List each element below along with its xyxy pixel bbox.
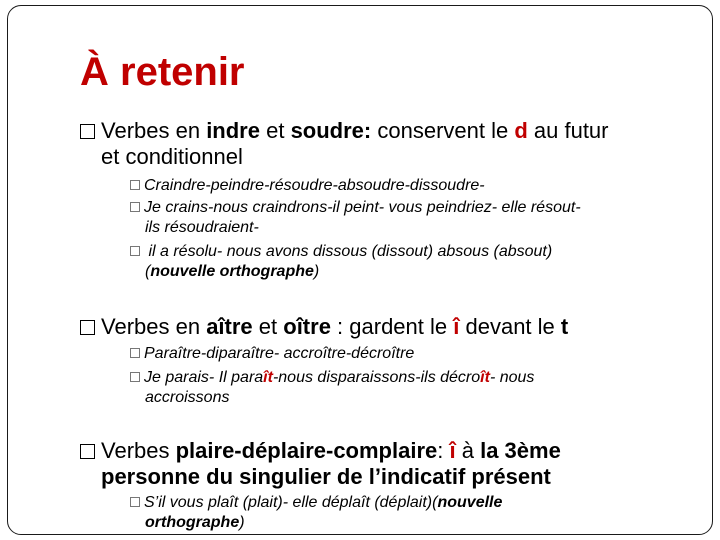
sub-bullet-icon: [130, 180, 140, 190]
sub-bullet-aitre-conjugations: Je parais- Il paraît-nous disparaissons-ils décroît- nous accroissons: [130, 368, 670, 408]
checkbox-bullet-icon: [80, 124, 95, 139]
bullet-indre-soudre: Verbes en indre et soudre: conservent le d au futur et conditionnel: [80, 118, 609, 170]
sub-bullet-aitre-infinitives: Paraître-diparaître- accroître-décroître: [130, 344, 670, 364]
bullet-aitre-oitre: Verbes en aître et oître : gardent le î devant le t: [80, 314, 568, 340]
sub-bullet-conjugations: Je crains-nous craindrons-il peint- vous peindriez- elle résout- ils résoudraient-: [130, 198, 670, 238]
sub-bullet-participles: il a résolu- nous avons dissous (dissout) absous (absout) (nouvelle orthographe): [130, 242, 670, 282]
sub-bullet-icon: [130, 497, 140, 507]
sub-bullet-icon: [130, 202, 140, 212]
bullet-plaire: Verbes plaire-déplaire-complaire: î à la 3ème personne du singulier de l’indicatif présent: [80, 438, 561, 490]
checkbox-bullet-icon: [80, 320, 95, 335]
sub-bullet-plaire-examples: S’il vous plaît (plait)- elle déplaît (déplait)(nouvelle orthographe): [130, 493, 670, 533]
sub-bullet-infinitives: Craindre-peindre-résoudre-absoudre-dissoudre-: [130, 176, 670, 196]
sub-bullet-icon: [130, 348, 140, 358]
sub-bullet-icon: [130, 372, 140, 382]
slide-title: À retenir: [80, 50, 245, 94]
sub-bullet-icon: [130, 246, 140, 256]
checkbox-bullet-icon: [80, 444, 95, 459]
